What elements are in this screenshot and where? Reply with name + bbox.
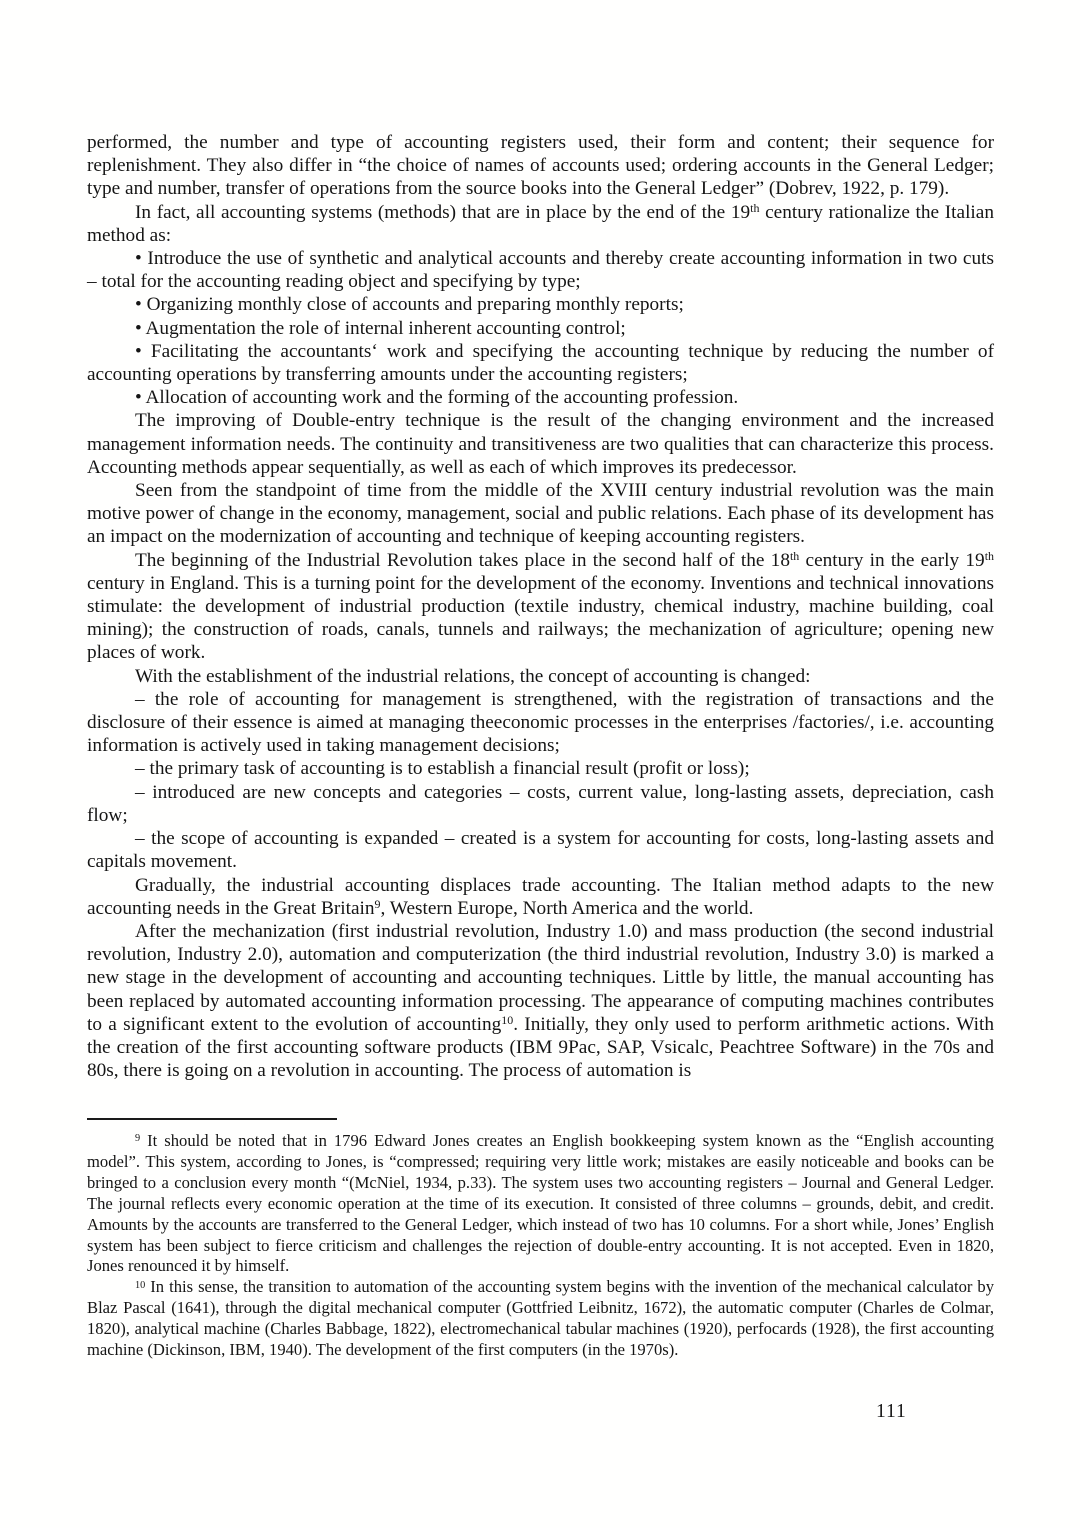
paragraph	[87, 549, 994, 665]
superscript: th	[789, 549, 800, 564]
text-run: performed, the number and type of accounting registers used, their form and content; their sequence for replenishment. They also differ in “the choice of names of accounts used; ordering accounts in the General Ledger; type and number, transfer of operations from the source books into the General Ledger” (Dobrev, 1922, p. 179).	[87, 132, 994, 200]
footnote-separator	[87, 1118, 337, 1120]
text-run: – the scope of accounting is expanded – created is a system for accounting for costs, long-lasting assets and capitals movement.	[87, 828, 994, 873]
text-run: , Western Europe, North America and the world.	[380, 897, 754, 919]
footnote	[87, 1277, 994, 1361]
paragraph	[87, 201, 994, 247]
paragraph	[87, 827, 994, 873]
superscript: 9	[374, 897, 381, 912]
paragraph	[87, 293, 994, 316]
paragraph	[87, 131, 994, 201]
text-run: – the role of accounting for management is strengthened, with the registration of transactions and the disclosure of their essence is aimed at managing theeconomic processes in the enterprises /factories/, i.e. accounting information is actively used in taking management decisions;	[87, 688, 994, 757]
paragraph	[87, 247, 994, 293]
text-run: • Introduce the use of synthetic and analytical accounts and thereby create accounting information in two cuts – total for the accounting reading object and specifying by type;	[87, 248, 994, 293]
text-run: – introduced are new concepts and categories – costs, current value, long-lasting assets, depreciation, cash flow;	[87, 781, 994, 826]
footnote-area	[87, 1118, 994, 1361]
text-run: Seen from the standpoint of time from the middle of the XVIII century industrial revolution was the main motive power of change in the economy, management, social and public relations. Each phase of its development has an impact on the modernization of accounting and technique of keeping accounting registers.	[87, 480, 994, 548]
text-run: After the mechanization (first industrial revolution, Industry 1.0) and mass production (the second industrial revolution, Industry 2.0), automation and computerization (the third industrial revolution, Industry 3.0) is marked a new stage in the development of accounting and accounting techniques. Little by little, the manual accounting has been replaced by automated accounting information processing. The appearance of computing machines contributes to a significant extent to the evolution of accounting	[87, 920, 994, 1035]
paragraph	[87, 757, 994, 780]
text-run: • Augmentation the role of internal inherent accounting control;	[135, 317, 626, 339]
text-run: • Facilitating the accountants‘ work and specifying the accounting technique by reducing the number of accounting operations by transferring amounts under the accounting registers;	[87, 340, 994, 386]
text-run: Gradually, the industrial accounting displaces trade accounting. The Italian method adapts to the new accounting needs in the Great Britain	[87, 874, 994, 919]
paragraph	[87, 386, 994, 409]
footnote	[87, 1131, 994, 1277]
text-run: century rationalize the Italian method as:	[87, 201, 994, 246]
text-run: The beginning of the Industrial Revolution takes place in the second half of the 18	[135, 549, 790, 571]
superscript: th	[984, 549, 994, 564]
paragraph	[87, 688, 994, 758]
text-run: The improving of Double-entry technique is the result of the changing environment and the increased management information needs. The continuity and transitiveness are two qualities that can characterize this process. Accounting methods appear sequentially, as well as each of which improves its predecessor.	[87, 410, 994, 478]
text-run: century in the early 19	[799, 549, 985, 571]
superscript: th	[750, 201, 760, 216]
main-text	[87, 131, 994, 1082]
text-run: century in England. This is a turning point for the development of the economy. Inventions and technical innovations stimulate: the development of industrial production (textile industry, chemical industry, machine building, coal mining); the construction of roads, canals, tunnels and railways; the mechanization of agriculture; opening new places of work.	[87, 572, 994, 664]
text-run: In fact, all accounting systems (methods) that are in place by the end of the 19	[135, 201, 751, 223]
text-run: • Organizing monthly close of accounts and preparing monthly reports;	[135, 294, 684, 316]
paragraph	[87, 874, 994, 920]
paragraph	[87, 317, 994, 340]
superscript: 10	[501, 1013, 514, 1028]
superscript: 10	[135, 1279, 146, 1291]
text-run: • Allocation of accounting work and the forming of the accounting profession.	[135, 387, 739, 409]
text-run: With the establishment of the industrial relations, the concept of accounting is changed:	[135, 665, 811, 687]
superscript: 9	[135, 1133, 141, 1145]
paragraph	[87, 409, 994, 479]
text-run: In this sense, the transition to automation of the accounting system begins with the invention of the mechanical calculator by Blaz Pascal (1641), through the digital mechanical computer (Gottfried Leibnitz, 1672), the automatic computer (Charles de Colmar, 1820), analytical machine (Charles Babbage, 1822), electromechanical tabular machines (1920), perfocards (1928), the first accounting machine (Dickinson, IBM, 1940). The development of the first computers (in the 1970s).	[87, 1277, 994, 1360]
paragraph	[87, 340, 994, 386]
footnotes	[87, 1131, 994, 1361]
page-number: 111	[876, 1401, 907, 1422]
text-run: . Initially, they only used to perform arithmetic actions. With the creation of the first accounting software products (IBM 9Pac, SAP, Vsicalc, Peachtree Software) in the 70s and 80s, there is going on a revolution in accounting. The process of automation is	[87, 1013, 994, 1082]
paragraph	[87, 920, 994, 1082]
text-run: It should be noted that in 1796 Edward Jones creates an English bookkeeping system known as the “English accounting model”. This system, according to Jones, is “compressed; requiring very little work; mistakes are easily noticeable and books can be bringed to a conclusion every month “(McNiel, 1934, p.33). The system uses two accounting registers – Journal and General Ledger. The journal reflects every economic operation at the time of its execution. It consisted of three columns – grounds, debit, and credit. Amounts by the accounts are transferred to the General Ledger, which instead of two has 10 columns. For a short while, Jones’ English system has been subject to fierce criticism and challenges the rejection of double-entry accounting. It is not accepted. Even in 1820, Jones renounced it by himself.	[87, 1131, 994, 1276]
paragraph	[87, 781, 994, 827]
text-run: – the primary task of accounting is to establish a financial result (profit or loss);	[135, 758, 750, 780]
paragraph	[87, 665, 994, 688]
paragraph	[87, 479, 994, 549]
